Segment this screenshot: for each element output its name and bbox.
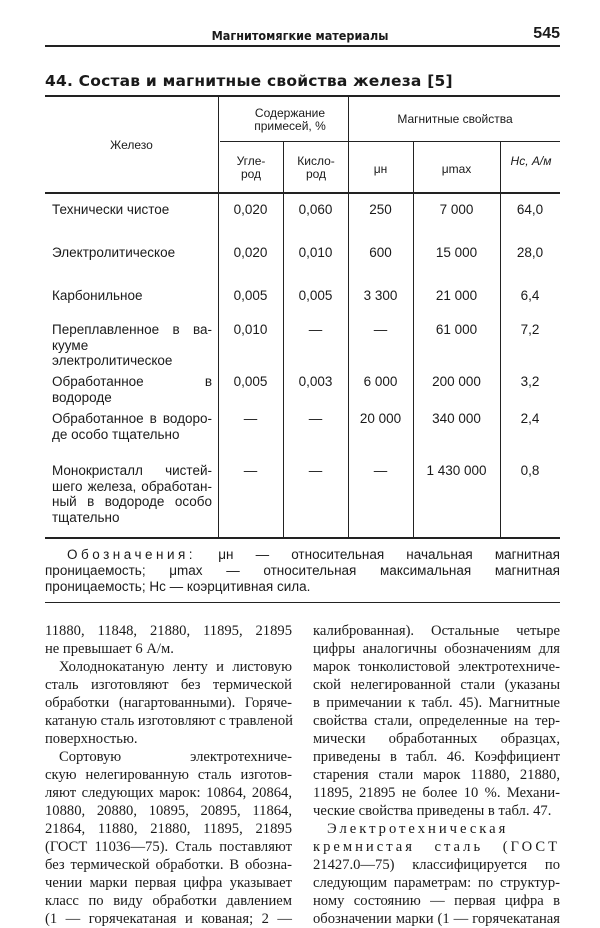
cell-hc: 28,0 [516,245,544,260]
text-line: класс по виду обработки давлением [45,893,292,909]
text-line: обработки (нагартованными). Горяче- [45,695,292,711]
text-column-left [45,622,292,928]
cell-o: 0,003 [298,374,333,389]
note-text: μн — относительная начальная магнитная проницаемость; μmax — относительная максимальная магнитная проницаемость; Hc — коэрцитивная сила. [45,547,560,594]
cell-hc: 0,8 [520,463,540,478]
cell-o: — [308,411,323,426]
running-title: Магнитомягкие материалы [211,28,389,43]
row-name: Обработанное в водоро- [52,411,212,426]
cell-c: 0,010 [233,322,268,337]
cell-mun: 20 000 [359,411,402,426]
row-name: Технически чистое [52,202,170,217]
text-line: 11895, 21895 не более 10 %. Механи- [313,785,560,801]
cell-mumax: 15 000 [435,245,478,260]
text-line: цифры аналогичны обозначениям для [313,641,560,657]
cell-mumax: 340 000 [432,411,481,426]
cell-mun: 600 [369,245,392,260]
row-name: кууме электролитическое [52,337,173,368]
cell-mumax: 200 000 [432,374,481,389]
row-name: Карбонильное [52,288,143,303]
row-name: Монокристалл чистей- [52,463,212,478]
text-line: ской нелегированной стали (указаны [313,677,560,693]
table-bottom-rule [45,537,560,539]
cell-o: — [308,463,323,478]
cell-mun: — [373,463,388,478]
page-number: 545 [533,25,560,42]
header-mu-n: μн [373,162,388,176]
header-oxygen: Кисло-род [297,154,335,181]
note-rule [45,602,560,603]
cell-c: 0,020 [233,245,268,260]
table-title: 44. Состав и магнитные свойства железа [5] [45,72,453,90]
row-name: ный в водороде особо [52,494,212,509]
text-line: 10880, 20880, 10895, 20895, 11864, [45,803,292,819]
header-subrule [220,141,560,142]
header-magnetic: Магнитные свойства [397,112,513,126]
cell-hc: 64,0 [516,202,544,217]
header-iron: Железо [110,138,153,152]
text-line: Сортовую электротехниче- [59,749,292,765]
cell-hc: 3,2 [520,374,540,389]
text-line: обозначении марки (1 — горячекатаная [313,911,560,927]
cell-hc: 6,4 [520,288,540,303]
cell-hc: 2,4 [520,411,540,426]
cell-hc: 7,2 [520,322,540,337]
text-line: 21864, 11880, 21880, 11895, 21895 [45,821,292,837]
text-line: приведены в табл. 46. Коэффициент [313,749,560,765]
cell-o: 0,060 [298,202,333,217]
cell-c: — [243,411,258,426]
text-line: свойства стали, определенные на тер- [313,713,560,729]
cell-mun: 250 [369,202,392,217]
header-carbon: Угле-род [236,154,266,181]
text-line: чении марки первая цифра указывает [45,875,292,891]
row-name: тщательно [52,509,120,525]
cell-c: — [243,463,258,478]
header-impurities: Содержание примесей, % [254,106,326,133]
cell-c: 0,020 [233,202,268,217]
text-line: калиброванная). Остальные четыре [313,623,560,639]
text-line: поверхностью. [45,731,138,747]
text-line: ляют следующих марок: 10864, 20864, [45,785,292,801]
header-mu-max: μmax [441,162,472,176]
header-rule [45,45,560,47]
text-line: скую нелегированную сталь изготов- [45,767,292,783]
text-line: марок тонколистовой электротехниче- [313,659,560,675]
text-line: старения стали марок 11880, 21880, [313,767,560,783]
cell-mumax: 1 430 000 [426,463,487,478]
cell-mumax: 7 000 [439,202,474,217]
row-name: де особо тщательно [52,426,180,442]
cell-mun: — [373,322,388,337]
cell-o: 0,010 [298,245,333,260]
text-line: Электротехническая [327,821,509,837]
header-bottom-rule [45,192,560,194]
text-line: сталь изготовляют без термической [45,677,292,693]
text-line: ческие свойства приведены в табл. 47. [313,803,552,819]
table-top-rule [45,95,560,97]
header-hc: Hc, А/м [510,154,552,168]
note-label: Обозначения: [67,547,197,562]
cell-mumax: 21 000 [435,288,478,303]
text-line: следующим параметрам: по структур- [313,875,560,891]
text-line: кремнистая сталь (ГОСТ [313,839,560,855]
text-line: 21427.0—75) классифицируется по [313,857,560,873]
text-line: катаную сталь изготовляют с травленой [45,713,293,729]
cell-c: 0,005 [233,374,268,389]
cell-o: — [308,322,323,337]
text-line: (ГОСТ 11036—75). Сталь поставляют [45,839,292,855]
text-line: не превышает 6 А/м. [45,641,174,657]
text-column-right [313,622,560,928]
cell-mumax: 61 000 [435,322,478,337]
cell-mun: 6 000 [363,374,398,389]
text-line: мически обработанных образцах, [313,731,560,747]
cell-o: 0,005 [298,288,333,303]
text-line: ному состоянию — первая цифра в [313,893,560,909]
text-line: Холоднокатаную ленту и листовую [59,659,292,675]
cell-c: 0,005 [233,288,268,303]
text-line: (1 — горячекатаная и кованая; 2 — [45,911,292,927]
text-line: без термической обработки. В обозна- [45,857,292,873]
row-name: Переплавленное в ва- [52,322,212,337]
row-name: Электролитическое [52,245,176,260]
text-line: 11880, 11848, 21880, 11895, 21895 [45,623,292,639]
row-name: Обработанное в водороде [52,374,212,405]
table-note [45,547,560,595]
row-name: шего железа, обработан- [52,478,212,494]
text-line: в примечании к табл. 45). Магнитные [313,695,560,711]
cell-mun: 3 300 [363,288,398,303]
